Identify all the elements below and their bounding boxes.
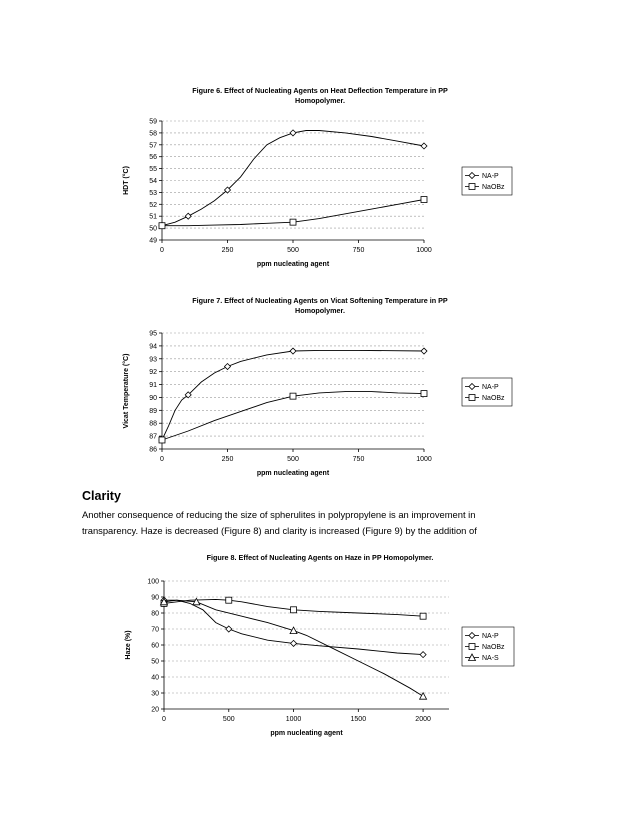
y-tick-label: 50 — [149, 225, 157, 233]
data-point-naobz — [226, 597, 232, 603]
y-axis-title: Vicat Temperature (°C) — [123, 353, 130, 429]
y-tick-label: 20 — [151, 706, 159, 714]
y-tick-label: 95 — [149, 330, 157, 338]
legend-label-naobz: NaOBz — [482, 644, 505, 651]
legend-label-na-p: NA-P — [482, 633, 499, 640]
x-axis-title: ppm nucleating agent — [256, 470, 330, 477]
x-tick-label: 500 — [287, 456, 299, 463]
figure-7-title-line1: Figure 7. Effect of Nucleating Agents on Vicat Softening Temperature in PP — [192, 296, 448, 305]
figure-7-title-line2: Homopolymer. — [295, 306, 345, 315]
y-tick-label: 90 — [149, 394, 157, 402]
series-naobz — [161, 597, 426, 619]
y-tick-label: 53 — [149, 189, 157, 197]
data-point-naobz — [420, 613, 426, 619]
y-tick-label: 52 — [149, 201, 157, 209]
figure-6-title-line1: Figure 6. Effect of Nucleating Agents on Heat Deflection Temperature in PP — [192, 86, 448, 95]
x-tick-label: 500 — [287, 247, 299, 254]
series-na-s — [161, 598, 427, 699]
x-tick-label: 1500 — [350, 716, 367, 723]
legend-label-na-p: NA-P — [482, 384, 499, 391]
y-tick-label: 57 — [149, 142, 157, 150]
x-tick-label: 0 — [162, 716, 166, 723]
body-paragraph-line1: Another consequence of reducing the size of spherulites in polypropylene is an improvement in — [82, 509, 476, 520]
x-axis-title: ppm nucleating agent — [270, 730, 343, 737]
y-tick-label: 94 — [149, 343, 157, 351]
figure-6-title-line2: Homopolymer. — [295, 96, 345, 105]
y-tick-label: 55 — [149, 166, 157, 174]
x-tick-label: 500 — [222, 716, 235, 723]
y-tick-label: 59 — [149, 118, 157, 126]
y-tick-label: 92 — [149, 369, 157, 377]
x-tick-label: 1000 — [285, 716, 302, 723]
x-tick-label: 0 — [160, 456, 164, 463]
data-point-na-s — [290, 627, 297, 634]
figure-8-title-line1: Figure 8. Effect of Nucleating Agents on Haze in PP Homopolymer. — [206, 553, 434, 562]
x-tick-label: 250 — [221, 456, 234, 463]
legend-marker-naobz — [469, 644, 475, 650]
x-tick-label: 1000 — [416, 247, 432, 254]
y-tick-label: 51 — [149, 213, 157, 221]
y-tick-label: 70 — [151, 626, 159, 634]
y-tick-label: 80 — [151, 610, 159, 618]
x-tick-label: 1000 — [416, 456, 432, 463]
legend-label-naobz: NaOBz — [482, 184, 505, 191]
y-tick-label: 86 — [149, 446, 157, 454]
y-tick-label: 60 — [151, 642, 159, 650]
x-tick-label: 0 — [160, 247, 164, 254]
x-tick-label: 750 — [352, 456, 365, 463]
x-tick-label: 250 — [221, 247, 234, 254]
x-tick-label: 2000 — [415, 716, 431, 723]
y-tick-label: 89 — [149, 407, 157, 415]
y-tick-label: 87 — [149, 433, 157, 441]
legend-label-na-p: NA-P — [482, 173, 499, 180]
y-axis-title: Haze (%) — [125, 630, 132, 660]
data-point-na-s — [420, 693, 427, 700]
legend-label-na-s: NA-S — [482, 655, 499, 662]
y-tick-label: 91 — [149, 382, 157, 390]
x-axis-title: ppm nucleating agent — [256, 261, 330, 268]
y-tick-label: 49 — [149, 237, 157, 245]
y-tick-label: 56 — [149, 154, 157, 162]
body-paragraph-line2: transparency. Haze is decreased (Figure 8) and clarity is increased (Figure 9) by the addition of — [82, 525, 477, 536]
y-axis-title: HDT (°C) — [123, 166, 130, 195]
legend-label-naobz: NaOBz — [482, 395, 505, 402]
y-tick-label: 54 — [149, 178, 157, 185]
y-tick-label: 90 — [151, 594, 159, 602]
section-heading-clarity: Clarity — [82, 489, 121, 503]
series-line-na-s — [164, 600, 423, 696]
legend — [462, 627, 514, 666]
data-point-na-p — [226, 626, 232, 632]
data-point-naobz — [291, 607, 297, 613]
data-point-na-p — [291, 640, 297, 646]
y-tick-label: 50 — [151, 658, 159, 666]
y-tick-label: 30 — [151, 690, 159, 698]
x-tick-label: 750 — [352, 247, 365, 254]
y-tick-label: 93 — [149, 356, 157, 364]
data-point-na-p — [420, 652, 426, 658]
y-tick-label: 100 — [147, 578, 159, 586]
y-tick-label: 88 — [149, 420, 157, 428]
y-tick-label: 58 — [149, 130, 157, 138]
y-tick-label: 40 — [151, 674, 159, 682]
